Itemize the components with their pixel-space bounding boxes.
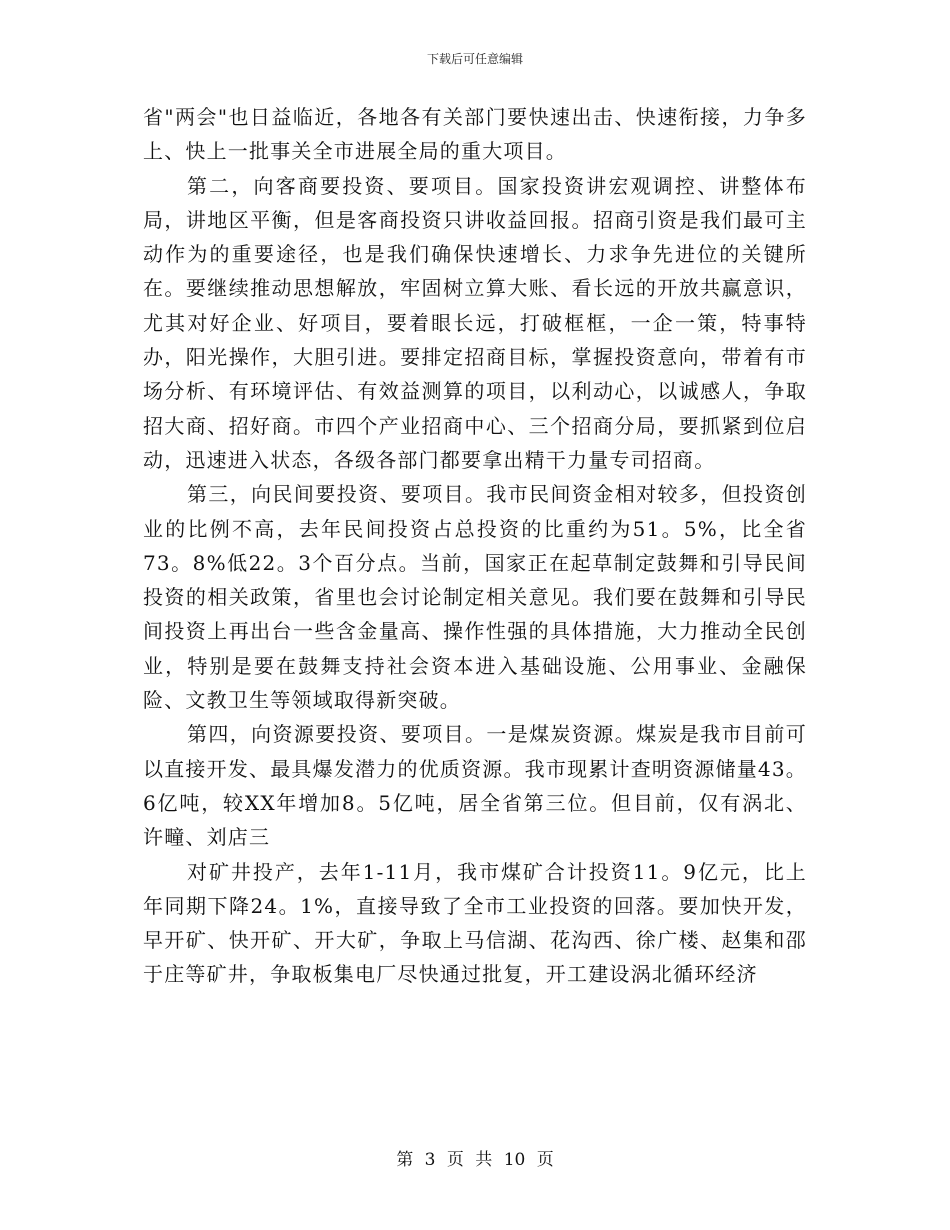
page-footer: 第 3 页 共 10 页 — [396, 1150, 554, 1170]
paragraph-1: 省"两会"也日益临近，各地各有关部门要快速出击、快速衔接，力争多上、快上一批事关全市进展全局的重大项目。 — [143, 105, 807, 164]
paragraph-3: 第三，向民间要投资、要项目。我市民间资金相对较多，但投资创业的比例不高，去年民间投资占总投资的比重约为51。5%，比全省73。8%低22。3个百分点。当前，国家正在起草制定鼓舞和引导民间投资的相关政策，省里也会讨论制定相关意见。我们要在鼓舞和引导民间投资上再出台一些含金量高、操作性强的具体措施，大力推动全民创业，特别是要在鼓舞支持社会资本进入基础设施、公用事业、金融保险、文教卫生等领域取得新突破。 — [143, 482, 807, 713]
paragraph-2: 第二，向客商要投资、要项目。国家投资讲宏观调控、讲整体布局，讲地区平衡，但是客商投资只讲收益回报。招商引资是我们最可主动作为的重要途径，也是我们确保快速增长、力求争先进位的关键所在。要继续推动思想解放，牢固树立算大账、看长远的开放共赢意识，尤其对好企业、好项目，要着眼长远，打破框框，一企一策，特事特办，阳光操作，大胆引进。要排定招商目标，掌握投资意向，带着有市场分析、有环境评估、有效益测算的项目，以利动心，以诚感人，争取招大商、招好商。市四个产业招商中心、三个招商分局，要抓紧到位启动，迅速进入状态，各级各部门都要拿出精干力量专司招商。 — [143, 173, 807, 472]
paragraph-4: 第四，向资源要投资、要项目。一是煤炭资源。煤炭是我市目前可以直接开发、最具爆发潜力的优质资源。我市现累计查明资源储量43。6亿吨，较XX年增加8。5亿吨，居全省第三位。但目前，仅有涡北、许疃、刘店三 — [143, 722, 807, 850]
document-body — [143, 100, 807, 992]
page-header: 下载后可任意编辑 — [426, 52, 523, 66]
paragraph-5: 对矿井投产，去年1-11月，我市煤矿合计投资11。9亿元，比上年同期下降24。1%，直接导致了全市工业投资的回落。要加快开发，早开矿、快开矿、开大矿，争取上马信湖、花沟西、徐广楼、赵集和邵于庄等矿井，争取板集电厂尽快通过批复，开工建设涡北循环经济 — [143, 859, 807, 987]
